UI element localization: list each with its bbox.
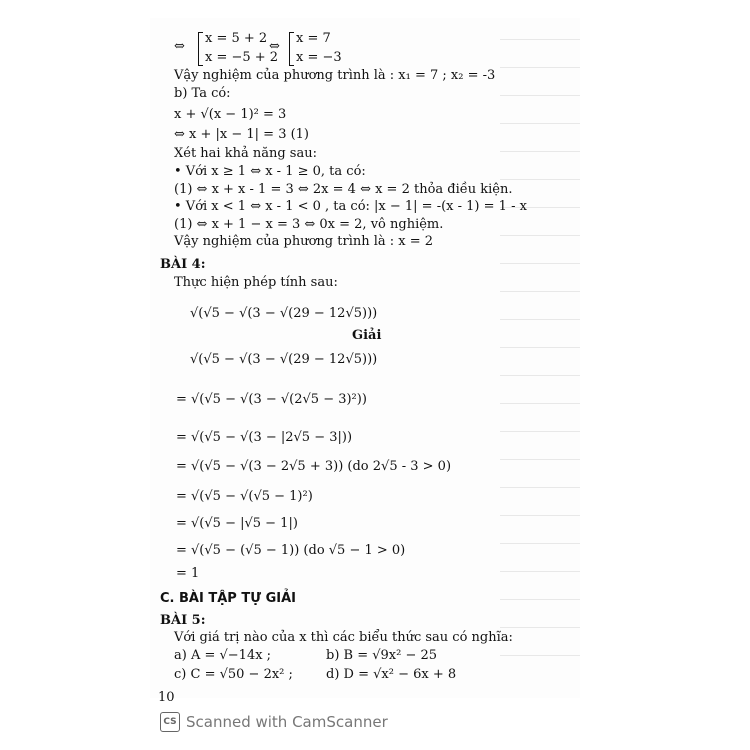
exercise-c: c) C = √50 − 2x² ; bbox=[174, 667, 293, 682]
bai4-expression: √(√5 − √(3 − √(29 − 12√5))) bbox=[190, 306, 378, 321]
system-row: x = 5 + 2 bbox=[205, 31, 268, 46]
exercise-d: d) D = √x² − 6x + 8 bbox=[326, 667, 457, 682]
case-line: • Với x ≥ 1 ⇔ x - 1 ≥ 0, ta có: bbox=[174, 164, 366, 179]
system-row: x = 7 bbox=[296, 31, 331, 46]
section-c-heading: C. BÀI TẬP TỰ GIẢI bbox=[160, 591, 296, 606]
solution-step: = √(√5 − |√5 − 1|) bbox=[176, 516, 298, 531]
equation: ⇔ x + |x − 1| = 3 (1) bbox=[174, 127, 310, 142]
equiv-symbol-2: ⇔ bbox=[269, 39, 280, 54]
case-line: (1) ⇔ x + 1 − x = 3 ⇔ 0x = 2, vô nghiệm. bbox=[174, 217, 444, 232]
equation: x + √(x − 1)² = 3 bbox=[174, 107, 287, 122]
part-a-conclusion: Vậy nghiệm của phương trình là : x₁ = 7 ; x₂ = -3 bbox=[174, 68, 496, 83]
case-line: (1) ⇔ x + x - 1 = 3 ⇔ 2x = 4 ⇔ x = 2 thỏa điều kiện. bbox=[174, 182, 513, 197]
solution-step: = √(√5 − (√5 − 1)) (do √5 − 1 > 0) bbox=[176, 543, 406, 558]
equiv-symbol-1: ⇔ bbox=[174, 39, 185, 54]
solution-step: = √(√5 − √(√5 − 1)²) bbox=[176, 489, 313, 504]
bracket-cap bbox=[289, 32, 294, 33]
solution-title: Giải bbox=[352, 328, 382, 343]
system-row: x = −5 + 2 bbox=[205, 50, 279, 65]
solution-step: = √(√5 − √(3 − √(2√5 − 3)²)) bbox=[176, 392, 367, 407]
solution-step: = √(√5 − √(3 − 2√5 + 3)) (do 2√5 - 3 > 0) bbox=[176, 459, 452, 474]
system-bracket-2 bbox=[289, 32, 290, 66]
system-bracket-1 bbox=[198, 32, 199, 66]
camscanner-watermark: Scanned with CamScanner bbox=[186, 713, 388, 731]
solution-step: √(√5 − √(3 − √(29 − 12√5))) bbox=[190, 352, 378, 367]
system-row: x = −3 bbox=[296, 50, 342, 65]
solution-step: = √(√5 − √(3 − |2√5 − 3|)) bbox=[176, 430, 353, 445]
part-b-conclusion: Vậy nghiệm của phương trình là : x = 2 bbox=[174, 234, 434, 249]
solution-step: = 1 bbox=[176, 566, 200, 581]
bai5-heading: BÀI 5: bbox=[160, 613, 206, 628]
bai4-prompt: Thực hiện phép tính sau: bbox=[174, 275, 338, 290]
camscanner-logo: CS bbox=[160, 712, 180, 732]
bracket-cap bbox=[289, 65, 294, 66]
text-line: Xét hai khả năng sau: bbox=[174, 146, 317, 161]
bracket-cap bbox=[198, 65, 203, 66]
bleed-through-shadow bbox=[500, 25, 580, 665]
exercise-b: b) B = √9x² − 25 bbox=[326, 648, 438, 663]
exercise-a: a) A = √−14x ; bbox=[174, 648, 272, 663]
case-line: • Với x < 1 ⇔ x - 1 < 0 , ta có: |x − 1| = -(x - 1) = 1 - x bbox=[174, 199, 527, 214]
page-number: 10 bbox=[158, 690, 175, 705]
bracket-cap bbox=[198, 32, 203, 33]
bai4-heading: BÀI 4: bbox=[160, 257, 206, 272]
bai5-prompt: Với giá trị nào của x thì các biểu thức sau có nghĩa: bbox=[174, 630, 513, 645]
part-b-label: b) Ta có: bbox=[174, 86, 231, 101]
